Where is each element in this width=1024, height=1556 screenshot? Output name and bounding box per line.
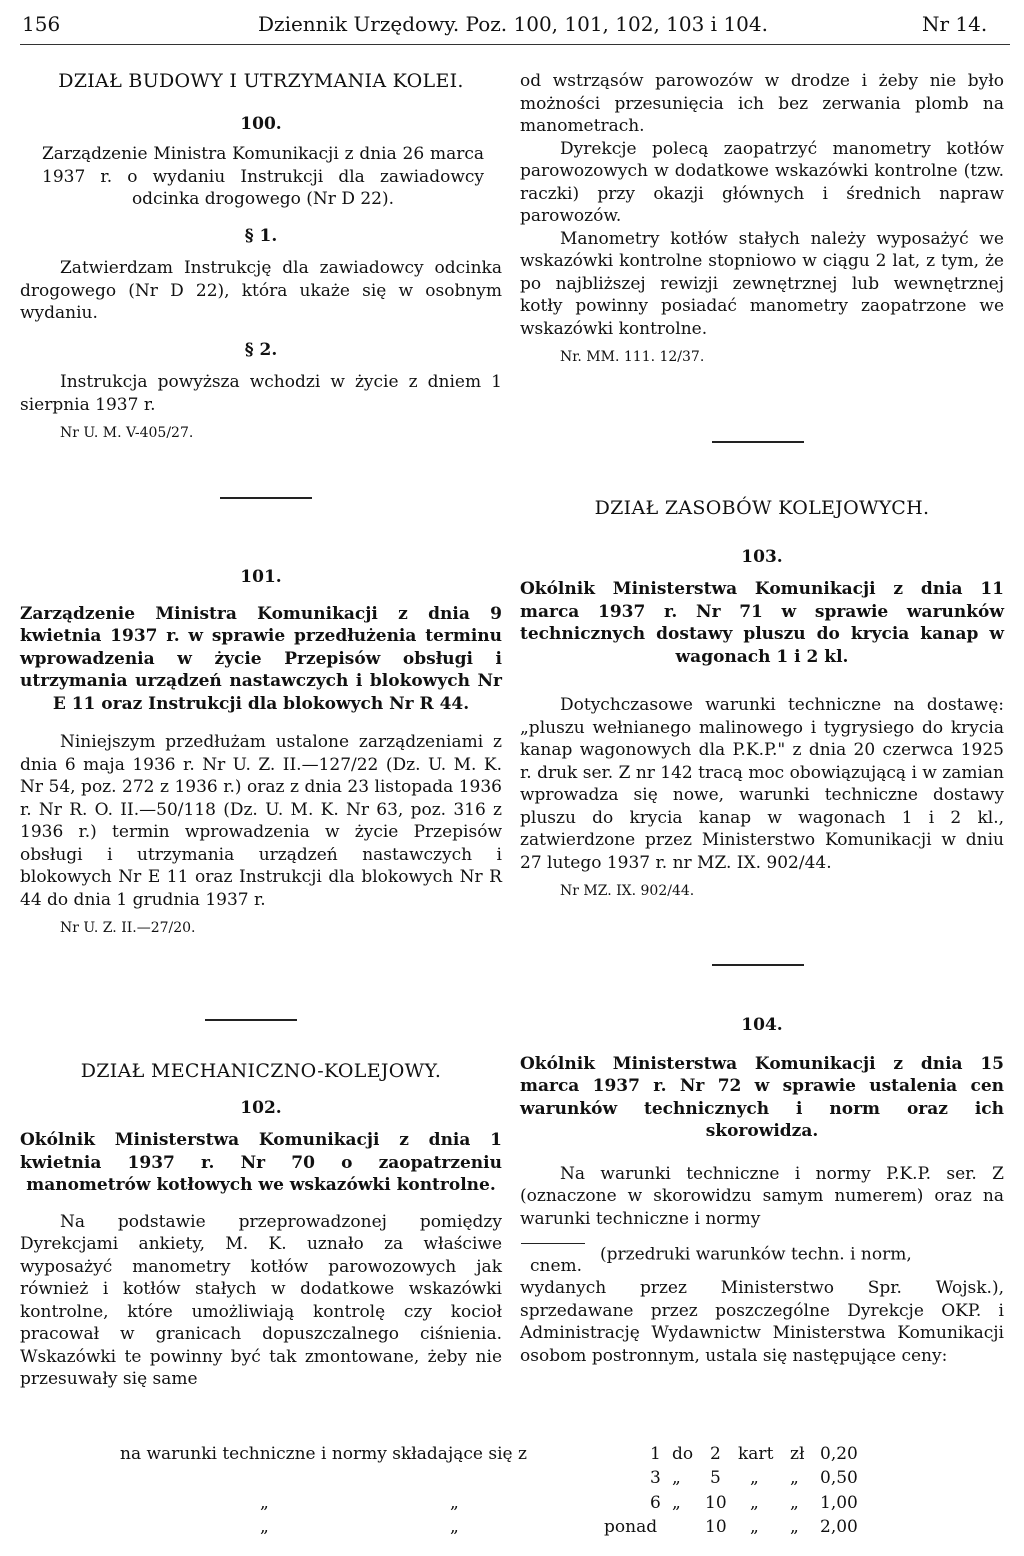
item-100-reference: Nr U. M. V-405/27. [60, 425, 194, 441]
separator [712, 964, 804, 966]
item-102-title-rest: Nr 70 o zaopatrzeniu manometrów kotłowych we wskazówki kontrolne. [26, 1152, 502, 1195]
item-101-title-rest: w sprawie przedłużenia terminu wprowadzenia w życie Przepisów obsługi i utrzymania urządzeń nastawczych i blokowych Nr E 11 oraz Instrukcji dla blokowych Nr R 44. [20, 626, 502, 714]
item-100-paragraph-1-label: § 1. [244, 225, 278, 246]
left-column-102 [20, 1060, 502, 1391]
item-104-fraction-line [520, 1232, 1004, 1277]
price-row-label: ponad [604, 1517, 658, 1537]
item-101-title [20, 603, 502, 716]
fraction [520, 1232, 592, 1277]
price-table-lead: na warunki techniczne i normy składające się z [120, 1444, 527, 1464]
price-row-to: 2 [710, 1444, 721, 1464]
price-table-ditto-left: „ [260, 1517, 269, 1537]
price-row-currency: „ [790, 1517, 799, 1537]
price-row-to: 10 [705, 1517, 727, 1537]
fraction-bar [521, 1243, 585, 1244]
price-table-ditto-left: „ [260, 1493, 269, 1513]
price-row-unit: kart [738, 1444, 774, 1464]
price-row-price: 0,20 [820, 1444, 858, 1464]
item-101-reference: Nr U. Z. II.—27/20. [60, 920, 196, 936]
item-102-continuation-1: od wstrząsów parowozów w drodze i żeby nie było możności przesunięcia ich bez zerwania plomb na manometrach. [520, 71, 1004, 136]
price-row-price: 0,50 [820, 1468, 858, 1488]
price-row-to: 5 [710, 1468, 721, 1488]
item-101-title-lead: Zarządzenie Ministra Komunikacji z dnia 9 kwietnia 1937 r. [20, 603, 502, 646]
fraction-bottom: cnem. [529, 1255, 583, 1276]
item-102-title [20, 1129, 502, 1197]
journal-title: Dziennik Urzędowy. Poz. 100, 101, 102, 103 i 104. [258, 12, 768, 36]
item-103-title: Okólnik Ministerstwa Komunikacji z dnia 11 marca 1937 r. Nr 71 w sprawie warunków technicznych dostawy pluszu do krycia kanap w wagonach 1 i 2 kl. [520, 579, 1004, 667]
separator [220, 497, 312, 499]
separator [205, 1019, 297, 1021]
price-row-price: 2,00 [820, 1517, 858, 1537]
price-row-unit: „ [750, 1468, 759, 1488]
item-104-body-1: Na warunki techniczne i normy P.K.P. ser. Z (oznaczone w skorowidzu samym numerem) oraz na warunki techniczne i normy [520, 1163, 1004, 1229]
item-102-body: Na podstawie przeprowadzonej pomiędzy Dyrekcjami ankiety, M. K. uznało za właściwe wyposażyć manometry kotłów parowozowych jak również i kotłów stałych w dodatkowe wskazówki kontrolne, które umożliwiają kontrolę czy kocioł pracował w granicach dopuszczalnego ciśnienia. Wskazówki te powinny być tak zmontowane, żeby nie przesuwały się same [20, 1211, 502, 1389]
item-104-number: 104. [741, 1015, 783, 1035]
price-table-ditto-mid: „ [450, 1493, 459, 1513]
section-heading-zasobow: DZIAŁ ZASOBÓW KOLEJOWYCH. [594, 497, 930, 519]
section-heading-budowy: DZIAŁ BUDOWY I UTRZYMANIA KOLEI. [58, 70, 464, 92]
price-row-unit: „ [750, 1493, 759, 1513]
left-column-101 [20, 566, 502, 940]
item-102-number: 102. [240, 1097, 282, 1118]
item-102-continuation-3: Manometry kotłów stałych należy wyposażyć we wskazówki kontrolne stopniowo w ciągu 2 lat, z tym, że po najbliższej rewizji zewnętrznej lub wewnętrznej kotły powinny posiadać manometry zaopatrzone we wskazówki kontrolne. [520, 228, 1004, 339]
item-101-number: 101. [240, 567, 282, 587]
price-row-from: 3 [650, 1468, 661, 1488]
item-102-title-lead: Okólnik Ministerstwa Komunikacji z dnia 1 kwietnia 1937 r. [20, 1130, 502, 1173]
issue-number: Nr 14. [922, 12, 988, 36]
price-row-to: 10 [705, 1493, 727, 1513]
price-table-ditto-mid: „ [450, 1517, 459, 1537]
price-row-from: 6 [650, 1493, 661, 1513]
left-column-top [20, 70, 502, 445]
price-row-do: do [672, 1444, 694, 1464]
price-row-from: 1 [650, 1444, 661, 1464]
page-number: 156 [22, 12, 61, 36]
item-100-title: Zarządzenie Ministra Komunikacji z dnia 26 marca 1937 r. o wydaniu Instrukcji dla zawiadowcy odcinka drogowego (Nr D 22). [42, 144, 484, 209]
item-104-title: Okólnik Ministerstwa Komunikacji z dnia 15 marca 1937 r. Nr 72 w sprawie ustalenia cen warunków technicznych i norm oraz ich skorowidza. [520, 1053, 1004, 1141]
item-100-paragraph-2-label: § 2. [244, 339, 278, 360]
price-row-currency: „ [790, 1468, 799, 1488]
item-101-body: Niniejszym przedłużam ustalone zarządzeniami z dnia 6 maja 1936 r. Nr U. Z. II.—127/22 (Dz. U. M. K. Nr 54, poz. 272 z 1936 r.) oraz z dnia 23 listopada 1936 r. Nr R. O. II.—50/118 (Dz. U. M. K. Nr 63, poz. 316 z 1936 r.) termin wprowadzenia w życie Przepisów obsługi i utrzymania urządzeń nastawczych i blokowych Nr E 11 oraz Instrukcji dla blokowych Nr R 44 do dnia 1 grudnia 1937 r. [20, 732, 502, 910]
price-row-currency: „ [790, 1493, 799, 1513]
price-row-price: 1,00 [820, 1493, 858, 1513]
item-103-body: Dotychczasowe warunki techniczne na dostawę: „pluszu wełnianego malinowego i tygrysiego do krycia kanap wagonowych dla P.K.P." z dnia 20 czerwca 1925 r. druk ser. Z nr 142 tracą moc obowiązującą i w zamian wprowadza się nowe, warunki techniczne dostawy pluszu do krycia kanap w wagonach 1 i 2 kl., zatwierdzone przez Ministerstwo Komunikacji w dniu 27 lutego 1937 r. nr MZ. IX. 902/44. [520, 695, 1004, 873]
item-100-paragraph-1-text: Zatwierdzam Instrukcję dla zawiadowcy odcinka drogowego (Nr D 22), która ukaże się w osobnym wydaniu. [20, 258, 502, 323]
price-row-unit: „ [750, 1517, 759, 1537]
right-column-104 [520, 1014, 1004, 1367]
section-heading-mechaniczno: DZIAŁ MECHANICZNO-KOLEJOWY. [80, 1060, 442, 1082]
item-100-number: 100. [240, 113, 282, 134]
right-column-103 [520, 497, 1004, 903]
separator [712, 441, 804, 443]
price-row-currency: zł [790, 1444, 805, 1464]
right-column-102-cont [520, 70, 1004, 369]
price-row-do: „ [672, 1468, 681, 1488]
item-102-reference: Nr. MM. 111. 12/37. [560, 349, 705, 365]
item-104-body-2: wydanych przez Ministerstwo Spr. Wojsk.), sprzedawane przez poszczególne Dyrekcje OKP. i Administrację Wydawnictw Ministerstwa Komunikacji osobom postronnym, ustala się następujące ceny: [520, 1278, 1004, 1366]
item-102-continuation-2: Dyrekcje polecą zaopatrzyć manometry kotłów parowozowych w dodatkowe wskazówki kontrolne (tzw. raczki) przy okazji głównych i średnich napraw parowozów. [520, 138, 1004, 226]
fraction-text: (przedruki warunków techn. i norm, [600, 1244, 912, 1265]
price-row-do: „ [672, 1493, 681, 1513]
item-103-reference: Nr MZ. IX. 902/44. [560, 883, 695, 899]
item-100-paragraph-2-text: Instrukcja powyższa wchodzi w życie z dniem 1 sierpnia 1937 r. [20, 372, 502, 415]
item-103-number: 103. [741, 546, 783, 567]
header-rule [20, 44, 1010, 45]
